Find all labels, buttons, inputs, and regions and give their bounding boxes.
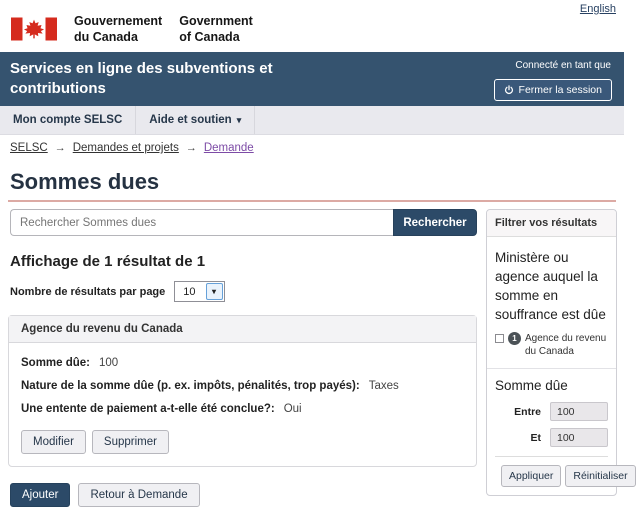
- government-header: [0, 0, 624, 52]
- breadcrumb-link-demande[interactable]: Demande: [203, 142, 254, 154]
- breadcrumb-arrow-icon: →: [185, 142, 197, 154]
- field-entente-paiement: [21, 403, 464, 415]
- result-card-header: Agence du revenu du Canada: [9, 316, 476, 343]
- and-label: Et: [530, 431, 541, 444]
- page-actions: [10, 483, 477, 507]
- result-count-badge: 1: [508, 332, 521, 345]
- search-input[interactable]: [10, 209, 393, 236]
- ministry-filter-checkbox[interactable]: [495, 334, 504, 343]
- amount-and-row: [495, 428, 608, 447]
- amount-between-row: [495, 402, 608, 421]
- edit-button[interactable]: Modifier: [21, 430, 86, 454]
- ministry-filter-heading: Ministère ou agence auquel la somme en souffrance est dûe: [495, 250, 606, 322]
- search-button[interactable]: Rechercher: [393, 209, 477, 236]
- nav-item-aide-et-soutien[interactable]: [136, 106, 255, 134]
- ministry-filter-option[interactable]: [495, 332, 608, 359]
- field-nature-somme-due: [21, 380, 464, 392]
- result-card: [8, 315, 477, 467]
- nav-item-mon-compte-selsc[interactable]: [0, 106, 136, 134]
- add-button[interactable]: Ajouter: [10, 483, 70, 507]
- nav-item-label: Mon compte SELSC: [13, 114, 123, 126]
- power-icon: [504, 85, 514, 95]
- title-divider: [8, 200, 616, 202]
- language-toggle-link[interactable]: English: [579, 3, 616, 15]
- filter-sidebar: [486, 209, 628, 496]
- between-label: Entre: [514, 405, 541, 418]
- logout-button[interactable]: [494, 79, 612, 101]
- field-value: Taxes: [368, 380, 399, 392]
- sidebar-divider: [487, 368, 616, 369]
- result-card-body: [9, 343, 476, 466]
- filter-actions: [495, 456, 628, 495]
- signature-english: Government of Canada: [179, 14, 253, 45]
- menu-bar: [0, 106, 624, 135]
- select-arrow-icon: ▾: [206, 283, 223, 300]
- results-summary: Affichage de 1 résultat de 1: [10, 253, 206, 270]
- amount-filter-heading: Somme dûe: [495, 377, 568, 393]
- card-actions: [21, 430, 464, 454]
- field-value: Oui: [283, 403, 302, 415]
- breadcrumb-arrow-icon: →: [54, 142, 66, 154]
- page-title: Sommes dues: [10, 169, 160, 194]
- field-label: Une entente de paiement a-t-elle été conclue?:: [21, 403, 275, 415]
- breadcrumb: [0, 135, 624, 160]
- field-value: 100: [99, 357, 119, 369]
- canada-flag-icon: [11, 17, 57, 41]
- connected-as-label: Connecté en tant que: [515, 60, 611, 71]
- reset-filters-button[interactable]: Réinitialiser: [565, 465, 635, 487]
- apply-filters-button[interactable]: Appliquer: [501, 465, 561, 487]
- breadcrumb-link-selsc[interactable]: SELSC: [10, 142, 48, 154]
- signature-french: Gouvernement du Canada: [74, 14, 163, 45]
- amount-max-input[interactable]: [550, 428, 608, 447]
- per-page-control: [10, 281, 477, 302]
- content-columns: [0, 208, 628, 507]
- amount-min-input[interactable]: [550, 402, 608, 421]
- nav-item-label: Aide et soutien: [149, 114, 232, 126]
- ministry-option-label: Agence du revenu du Canada: [525, 332, 607, 358]
- government-of-canada-signature: [11, 13, 253, 46]
- delete-button[interactable]: Supprimer: [92, 430, 169, 454]
- field-label: Nature de la somme dûe (p. ex. impôts, pénalités, trop payés):: [21, 380, 360, 392]
- app-title: Services en ligne des subventions et contributions: [10, 60, 273, 98]
- filter-sidebar-body: [487, 237, 628, 495]
- app-banner: [0, 52, 624, 106]
- back-to-demande-button[interactable]: Retour à Demande: [78, 483, 199, 507]
- main-content: [8, 208, 477, 507]
- per-page-selected-value: 10: [183, 285, 196, 298]
- field-label: Somme dûe:: [21, 357, 91, 369]
- search-bar: [10, 209, 477, 236]
- field-somme-due: [21, 357, 464, 369]
- per-page-label: Nombre de résultats par page: [10, 285, 166, 298]
- breadcrumb-link-demandes-et-projets[interactable]: Demandes et projets: [72, 142, 179, 154]
- per-page-select[interactable]: [174, 281, 224, 302]
- filter-sidebar-title: Filtrer vos résultats: [487, 210, 616, 237]
- logout-button-label: Fermer la session: [518, 84, 602, 96]
- chevron-down-icon: ▾: [236, 114, 242, 125]
